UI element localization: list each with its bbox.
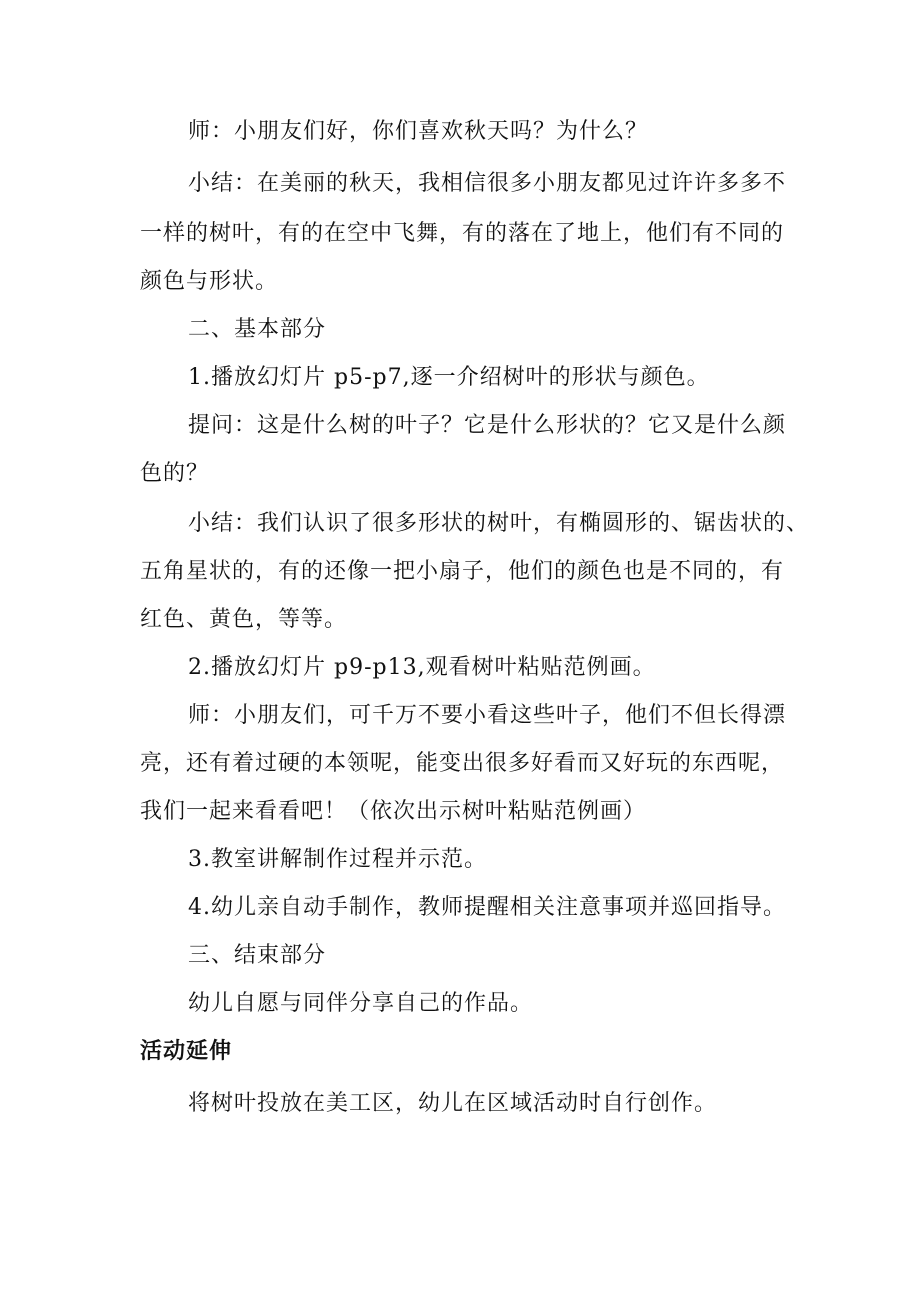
paragraph-sharing: 幼儿自愿与同伴分享自己的作品。: [188, 991, 534, 1016]
section-heading-basic: 二、基本部分: [188, 317, 327, 342]
paragraph-teacher-intro-cont: 亮，还有着过硬的本领呢，能变出很多好看而又好玩的东西呢，: [140, 751, 785, 776]
step-2: 2.播放幻灯片 p9-p13,观看树叶粘贴范例画。: [188, 655, 656, 680]
section-heading-extension: 活动延伸: [140, 1039, 233, 1064]
paragraph-summary-2-cont: 五角星状的，有的还像一把小扇子，他们的颜色也是不同的，有: [140, 559, 785, 584]
paragraph-summary-1: 小结：在美丽的秋天，我相信很多小朋友都见过许许多多不: [188, 171, 787, 196]
step-1: 1.播放幻灯片 p5-p7,逐一介绍树叶的形状与颜色。: [188, 365, 710, 390]
paragraph-question-end: 色的？: [140, 461, 210, 486]
paragraph-summary-2-end: 红色、黄色，等等。: [140, 607, 348, 632]
step-3: 3.教室讲解制作过程并示范。: [188, 847, 487, 872]
section-heading-ending: 三、结束部分: [188, 943, 327, 968]
paragraph-summary-1-cont: 一样的树叶，有的在空中飞舞，有的落在了地上，他们有不同的: [140, 221, 785, 246]
paragraph-summary-2: 小结：我们认识了很多形状的树叶，有椭圆形的、锯齿状的、: [188, 511, 810, 536]
step-4: 4.幼儿亲自动手制作，教师提醒相关注意事项并巡回指导。: [188, 895, 786, 920]
paragraph-teacher-greeting: 师：小朋友们好，你们喜欢秋天吗？为什么？: [188, 119, 649, 144]
paragraph-teacher-intro: 师：小朋友们，可千万不要小看这些叶子，他们不但长得漂: [188, 703, 787, 728]
paragraph-summary-1-end: 颜色与形状。: [140, 269, 279, 294]
paragraph-extension: 将树叶投放在美工区，幼儿在区域活动时自行创作。: [188, 1091, 718, 1116]
paragraph-question: 提问：这是什么树的叶子？它是什么形状的？它又是什么颜: [188, 413, 787, 438]
paragraph-teacher-intro-end: 我们一起来看看吧！（依次出示树叶粘贴范例画）: [140, 799, 647, 824]
